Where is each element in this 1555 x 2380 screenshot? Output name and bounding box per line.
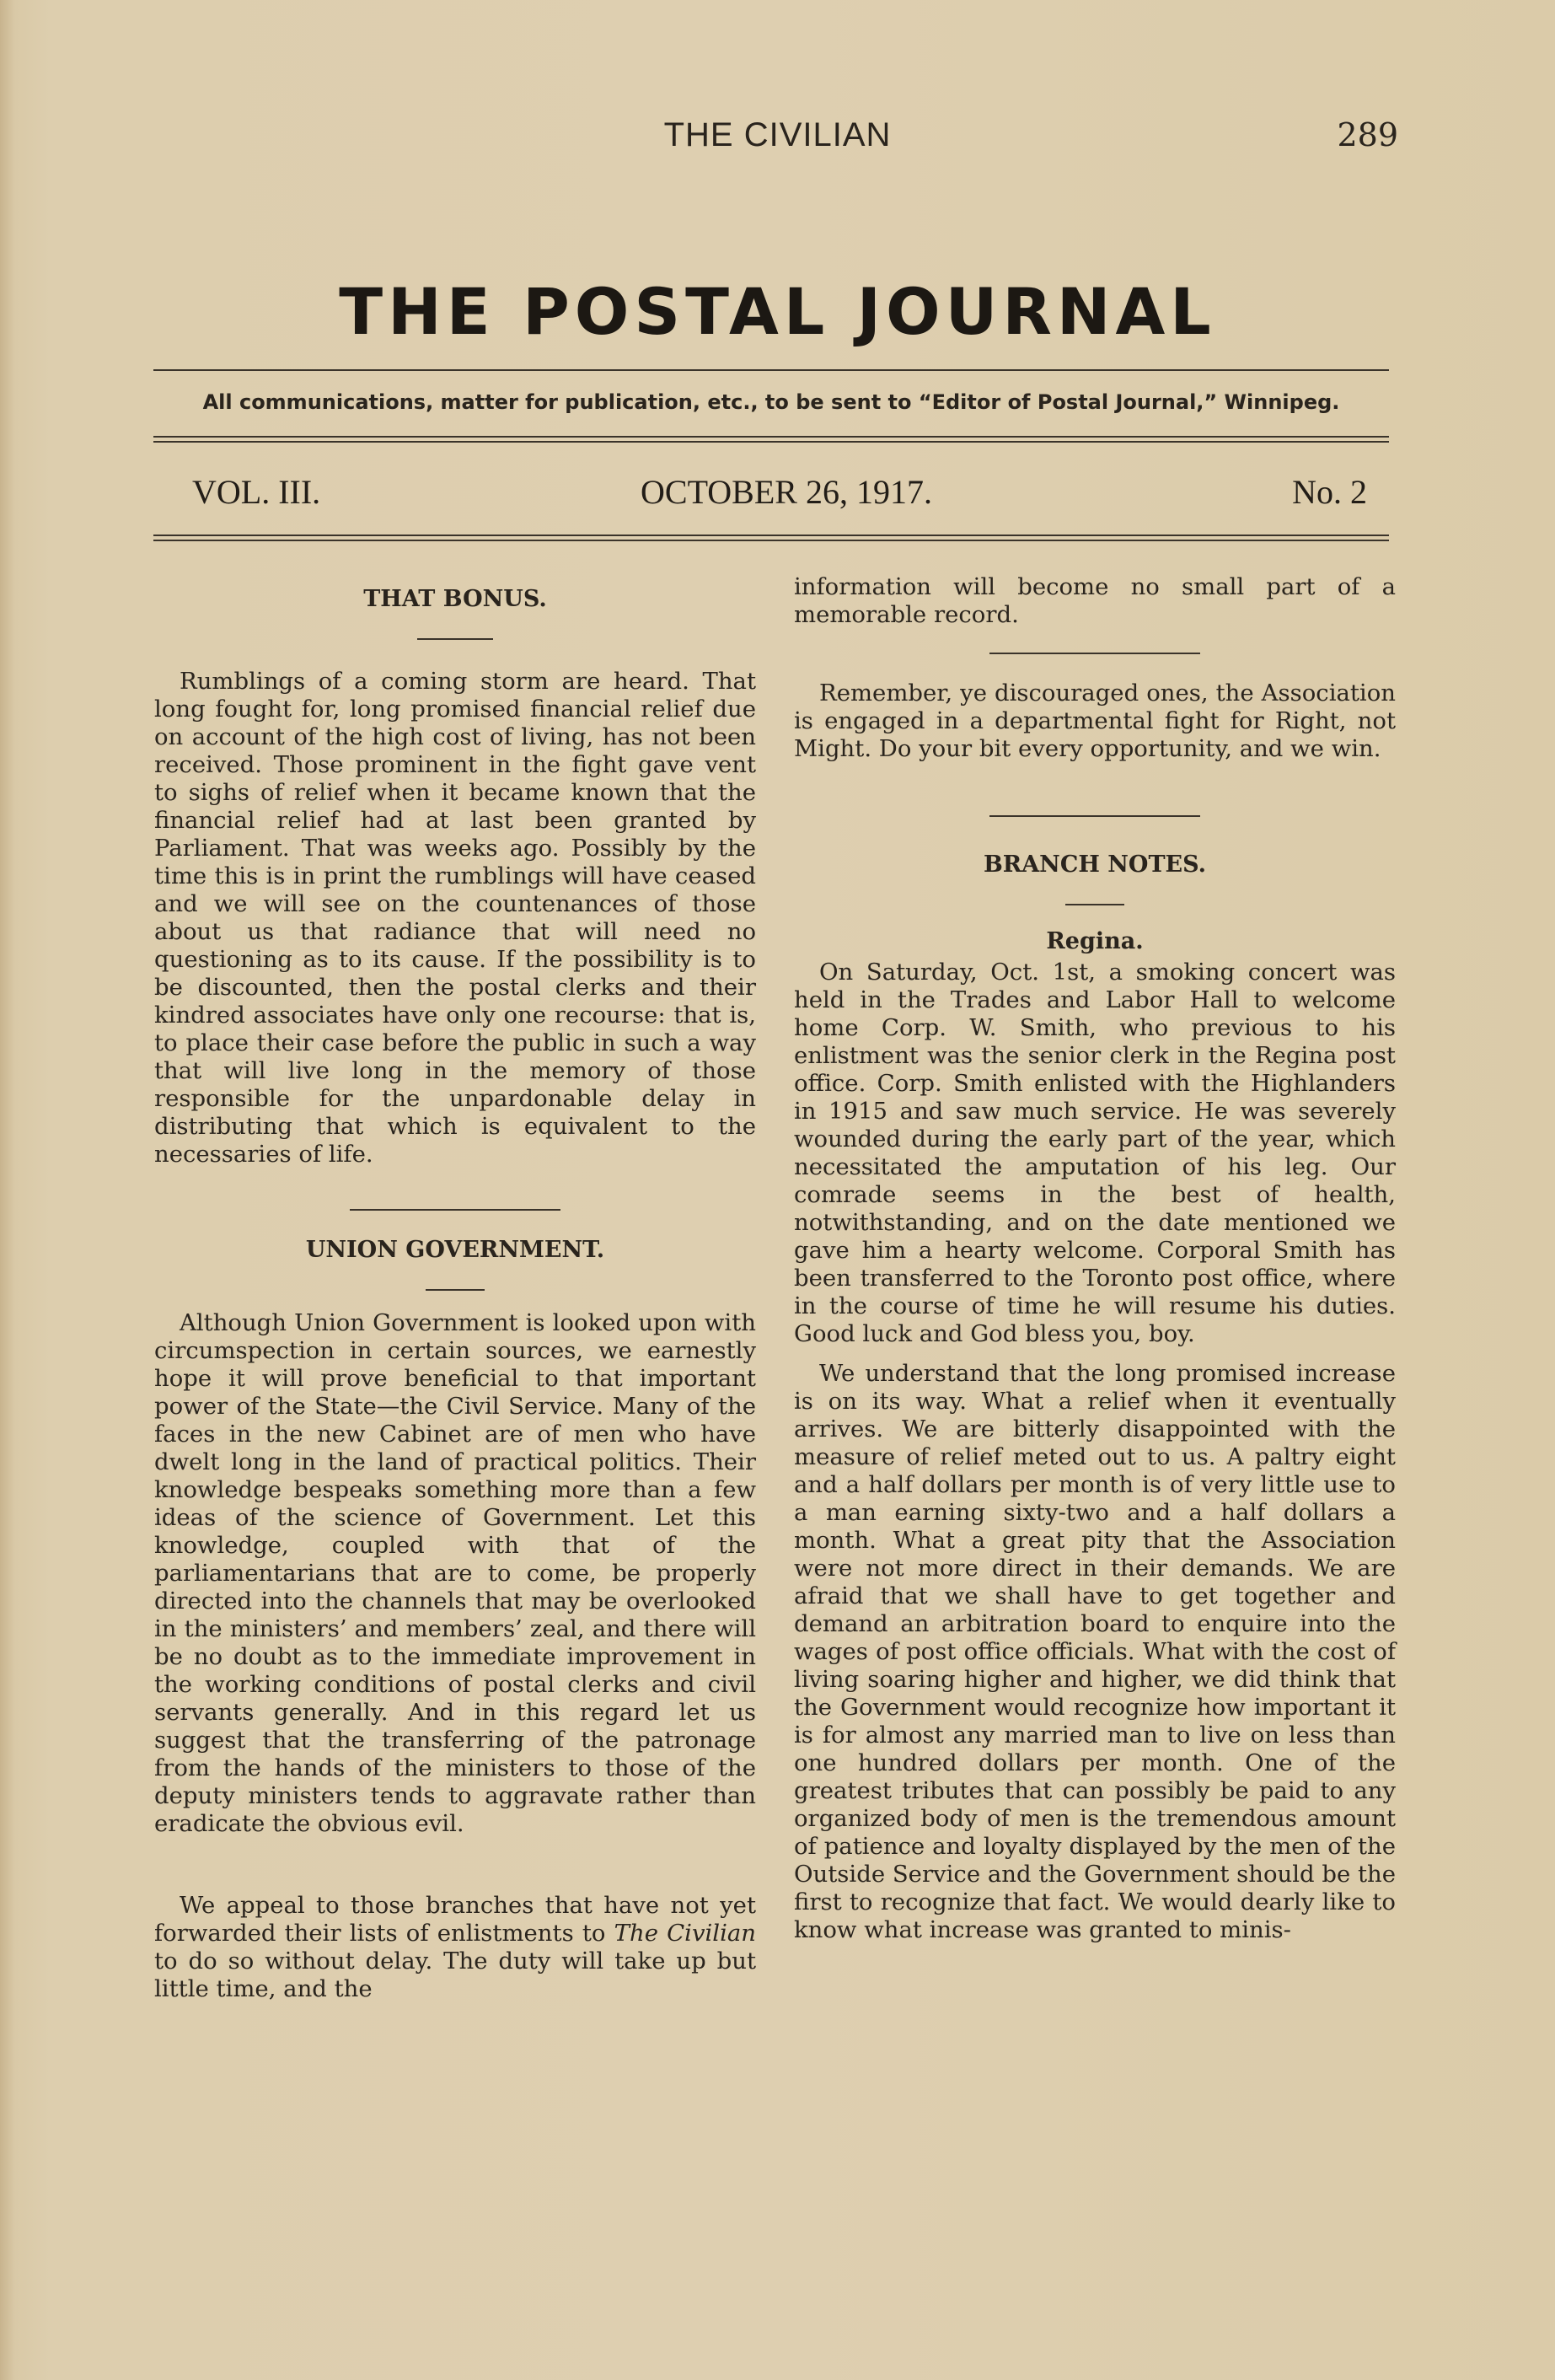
issue-number: No. 2 xyxy=(1292,473,1367,511)
remember-paragraph: Remember, ye discouraged ones, the Association is engaged in a departmental fight for Right, not Might. Do your bit every opportunity, and we win. xyxy=(794,680,1396,762)
continuation-paragraph: information will become no small part of a memorable record. xyxy=(794,573,1396,628)
branch-rule xyxy=(1065,904,1124,905)
volume-label: VOL. III. xyxy=(192,473,321,511)
section-divider xyxy=(350,1209,560,1211)
regina-subheading: Regina. xyxy=(1046,928,1144,954)
regina-paragraph-1: On Saturday, Oct. 1st, a smoking concert was held in the Trades and Labor Hall to welcome home Corp. W. Smith, who previous to his enlistment was the senior clerk in the Regina post office. Corp. Smith enlisted with the Highlanders in 1915 and saw much service. He was severely wounded during the early part of the year, which necessitated the amputation of his leg. Our comrade seems in the best of health, notwithstanding, and on the date mentioned we gave him a hearty welcome. Corporal Smith has been transferred to the Toronto post office, where in the course of time he will resume his duties. Good luck and God bless you, boy. xyxy=(794,959,1396,1347)
masthead-title: THE POSTAL JOURNAL xyxy=(339,274,1216,349)
remember-divider xyxy=(989,653,1200,654)
volume-line xyxy=(192,472,1367,514)
masthead-rule xyxy=(153,369,1389,371)
branch-divider xyxy=(989,815,1200,817)
right-column xyxy=(794,573,1396,1944)
appeal-text-after: to do so without delay. The duty will take up but little time, and the xyxy=(154,1948,756,2002)
appeal-publication: The Civilian xyxy=(614,1920,757,1947)
union-paragraph: Although Union Government is looked upon with circumspection in certain sources, we earnestly hope it will prove beneficial to that important power of the State—the Civil Service. Many of the faces in the new Cabinet are of men who have dwelt long in the land of practical politics. Their knowledge bespeaks something more than a few ideas of the science of Government. Let this knowledge, coupled with that of the parliamentarians that are to come, be properly directed into the channels that may be overlooked in the ministers’ and members’ zeal, and there will be no doubt as to the immediate improvement in the working conditions of postal clerks and civil servants generally. And in this regard let us suggest that the transferring of the patronage from the hands of the ministers to those of the deputy ministers tends to aggravate rather than eradicate the obvious evil. xyxy=(154,1309,756,1837)
editor-notice: All communications, matter for publication, etc., to be sent to “Editor of Postal Journal,” Winnipeg. xyxy=(202,390,1340,414)
regina-paragraph-2: We understand that the long promised increase is on its way. What a relief when it eventually arrives. We are bitterly disappointed with the measure of relief meted out to us. A paltry eight and a half dollars per month is of very little use to a man earning sixty-two and a half dollars a month. What a great pity that the Association were not more direct in their demands. We are afraid that we shall have to get together and demand an arbitration board to enquire into the wages of post office officials. What with the cost of living soaring higher and higher, we did think that the Government would recognize how important it is for almost any married man to live on less than one hundred dollars per month. One of the greatest tributes that can possibly be paid to any organized body of men is the tremendous amount of patience and loyalty displayed by the men of the Outside Service and the Government should be the first to recognize that fact. We would dearly like to know what increase was granted to minis- xyxy=(794,1360,1397,1943)
appeal-text-before: We appeal to those branches that have not yet forwarded their lists of enlistments to xyxy=(154,1892,756,1947)
issue-date: OCTOBER 26, 1917. xyxy=(641,473,932,511)
bonus-rule xyxy=(417,638,493,640)
bonus-heading: THAT BONUS. xyxy=(363,586,547,612)
page-number: 289 xyxy=(1337,116,1398,153)
union-rule xyxy=(426,1289,485,1291)
branch-notes-heading: BRANCH NOTES. xyxy=(983,852,1207,878)
union-heading: UNION GOVERNMENT. xyxy=(305,1237,605,1263)
volume-double-rule xyxy=(153,535,1389,541)
bonus-paragraph: Rumblings of a coming storm are heard. That long fought for, long promised financial relief due on account of the high cost of living, has not been received. Those prominent in the fight gave vent to sighs of relief when it became known that the financial relief had at last been granted by Parliament. That was weeks ago. Possibly by the time this is in print the rumblings will have ceased and we will see on the countenances of those about us that radiance that will need no questioning as to its cause. If the possibility is to be discounted, then the postal clerks and their kindred associates have only one recourse: that is, to place their case before the public in such a way that will live long in the memory of those responsible for the unpardonable delay in distributing that which is equivalent to the necessaries of life. xyxy=(154,668,756,1168)
running-head-title: THE CIVILIAN xyxy=(663,116,892,153)
notice-double-rule xyxy=(153,436,1389,443)
left-column xyxy=(154,573,756,2003)
appeal-paragraph xyxy=(154,1892,756,2003)
